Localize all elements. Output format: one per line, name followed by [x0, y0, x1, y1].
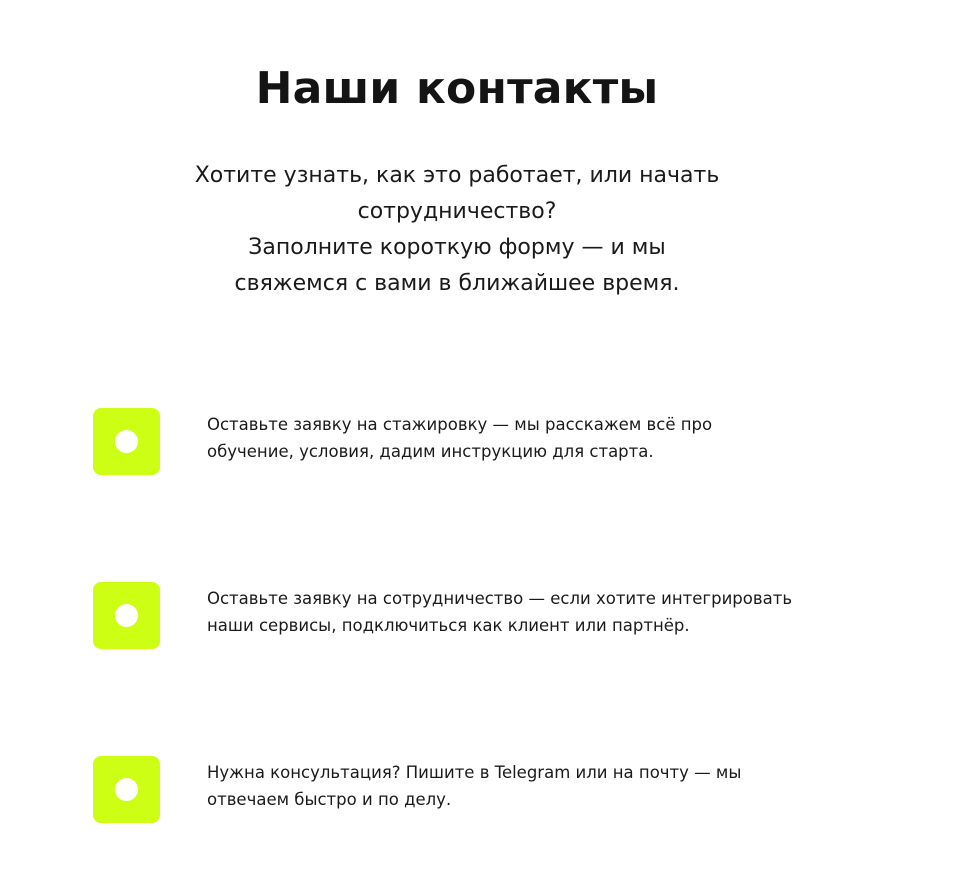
intro-text: [157, 158, 757, 302]
contact-item-consultation: [93, 756, 873, 824]
contact-item-line: Оставьте заявку на стажировку — мы расскажем всё про: [207, 415, 713, 434]
page-title: Наши контакты: [255, 63, 659, 114]
bullet-dot: [115, 778, 138, 801]
intro-line: свяжемся с вами в ближайшее время.: [234, 271, 680, 296]
contact-item-line: Оставьте заявку на сотрудничество — если хотите интегрировать: [207, 589, 793, 608]
intro-line: Хотите узнать, как это работает, или начать: [194, 163, 720, 188]
circle-dot-icon: [93, 408, 160, 475]
circle-dot-icon: [93, 582, 160, 649]
contact-item-internship: [93, 408, 873, 476]
intro-line: Заполните короткую форму — и мы: [248, 235, 666, 260]
contact-item-line: наши сервисы, подключиться как клиент или партнёр.: [207, 616, 690, 635]
bullet-dot: [115, 430, 138, 453]
circle-dot-icon: [93, 756, 160, 823]
intro-line: сотрудничество?: [357, 199, 557, 224]
contact-item-text: [207, 585, 867, 639]
contact-item-line: Нужна консультация? Пишите в Telegram или на почту — мы: [207, 763, 742, 782]
contact-item-text: [207, 759, 867, 813]
contact-item-text: [207, 411, 867, 465]
contact-item-partnership: [93, 582, 873, 650]
bullet-dot: [115, 604, 138, 627]
contact-item-line: отвечаем быстро и по делу.: [207, 790, 452, 809]
contact-item-line: обучение, условия, дадим инструкцию для старта.: [207, 442, 654, 461]
